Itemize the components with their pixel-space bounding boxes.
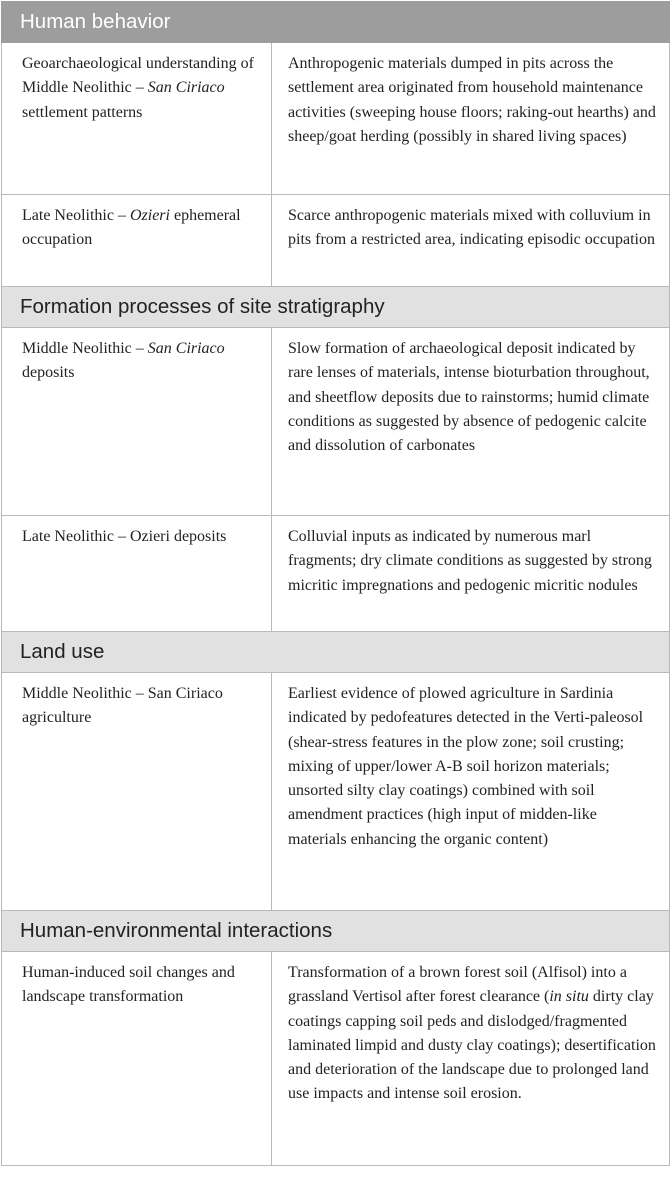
text-run: Human-induced soil changes and landscape transformation bbox=[22, 964, 235, 1006]
row-label bbox=[2, 952, 272, 1166]
text-run: Late Neolithic – Ozieri deposits bbox=[22, 528, 227, 545]
table-row bbox=[2, 516, 670, 632]
section-header-land-use bbox=[2, 632, 670, 673]
text-run: Anthropogenic materials dumped in pits across the settlement area originated from household maintenance activities (sweeping house floors; raking-out hearths) and sheep/goat herding (possibly in shared living spaces) bbox=[288, 55, 656, 145]
row-label bbox=[2, 43, 272, 195]
table-row bbox=[2, 328, 670, 516]
text-run: settlement patterns bbox=[22, 103, 143, 121]
section-title: Human-environmental interactions bbox=[2, 911, 670, 952]
section-header-formation-processes bbox=[2, 287, 670, 328]
section-title: Land use bbox=[2, 632, 670, 673]
text-run: Late Neolithic – bbox=[22, 207, 130, 224]
text-run: dirty clay coatings capping soil peds and dislodged/fragmented laminated limpid and dusty clay coatings); desertification and deterioration of the landscape due to prolonged land use impacts and intense soil erosion. bbox=[288, 988, 656, 1103]
row-label bbox=[2, 516, 272, 632]
row-description bbox=[272, 328, 670, 516]
text-run: Middle Neolithic – San Ciriaco agriculture bbox=[22, 685, 223, 727]
table-row bbox=[2, 952, 670, 1166]
italic-text: San Ciriaco bbox=[147, 340, 225, 357]
italic-text: in situ bbox=[549, 988, 589, 1006]
table-row bbox=[2, 195, 670, 287]
section-title: Formation processes of site stratigraphy bbox=[2, 287, 670, 328]
row-label bbox=[2, 195, 272, 287]
row-description bbox=[272, 516, 670, 632]
findings-table bbox=[1, 1, 670, 1166]
italic-text: Ozieri bbox=[129, 207, 170, 224]
table-row bbox=[2, 43, 670, 195]
section-title: Human behavior bbox=[2, 2, 272, 43]
text-run: Transformation of a brown forest soil (Alfisol) into a grassland Vertisol after forest clearance ( bbox=[288, 964, 627, 1006]
row-description bbox=[272, 673, 670, 911]
text-run: ephemeral occupation bbox=[22, 207, 241, 249]
text-run: Middle Neolithic – bbox=[22, 340, 148, 357]
text-run: Slow formation of archaeological deposit indicated by rare lenses of materials, intense bioturbation throughout, and sheetflow deposits due to rainstorms; humid climate conditions as suggested by absence of pedogenic calcite and dissolution of carbonates bbox=[288, 340, 650, 455]
row-description bbox=[272, 952, 670, 1166]
text-run: Geoarchaeological understanding of Middle Neolithic – bbox=[22, 55, 254, 97]
text-run: Earliest evidence of plowed agriculture in Sardinia indicated by pedofeatures detected in the Verti-paleosol (shear-stress features in the plow zone; soil crusting; mixing of upper/lower A-B soil horizon materials; unsorted silty clay coatings) combined with soil amendment practices (high input of midden-like materials enhancing the organic content) bbox=[288, 685, 644, 848]
text-run: Colluvial inputs as indicated by numerous marl fragments; dry climate conditions as suggested by strong micritic impregnations and pedogenic micritic nodules bbox=[288, 528, 652, 594]
text-run: deposits bbox=[22, 364, 75, 382]
section-header-human-behavior bbox=[2, 2, 670, 43]
row-label bbox=[2, 328, 272, 516]
section-header-blank bbox=[272, 2, 670, 43]
row-description bbox=[272, 195, 670, 287]
row-label bbox=[2, 673, 272, 911]
table-row bbox=[2, 673, 670, 911]
text-run: Scarce anthropogenic materials mixed with colluvium in pits from a restricted area, indicating episodic occupation bbox=[288, 207, 655, 249]
section-header-human-environmental bbox=[2, 911, 670, 952]
italic-text: San Ciriaco bbox=[147, 79, 225, 97]
row-description bbox=[272, 43, 670, 195]
